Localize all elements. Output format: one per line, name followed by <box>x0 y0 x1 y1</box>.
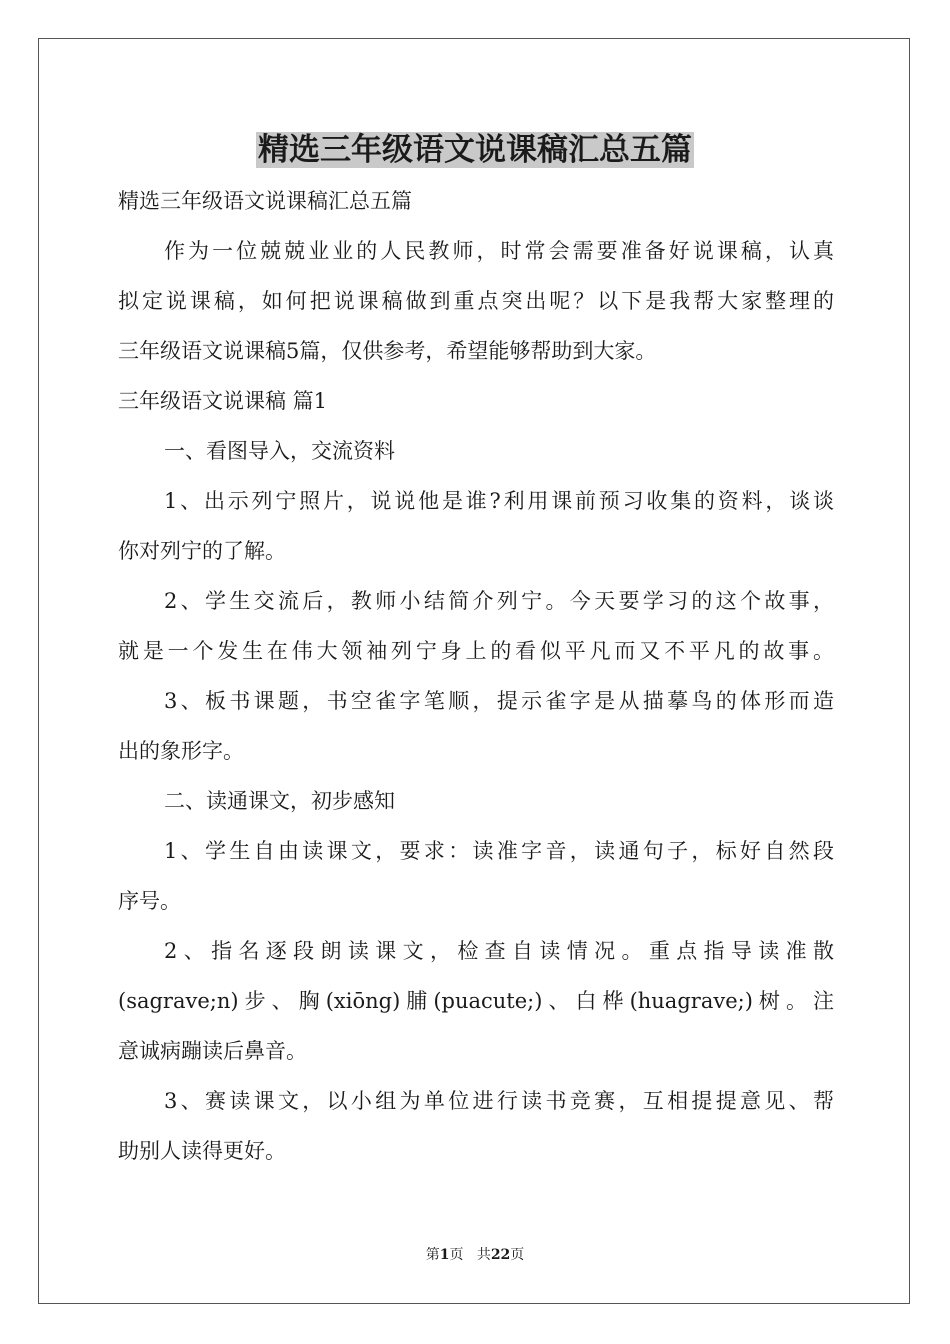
step-2-1-line-2: 序号。 <box>118 889 181 913</box>
step-2-3-line-2: 助别人读得更好。 <box>118 1139 286 1163</box>
intro-paragraph-line-2: 拟定说课稿，如何把说课稿做到重点突出呢？以下是我帮大家整理的 <box>118 289 834 313</box>
step-1-2-line-2: 就是一个发生在伟大领袖列宁身上的看似平凡而又不平凡的故事。 <box>118 639 834 663</box>
title-text: 精选三年级语文说课稿汇总五篇 <box>258 132 692 168</box>
section-heading: 三年级语文说课稿 篇1 <box>118 389 328 413</box>
total-unit: 页 <box>510 1247 525 1263</box>
step-2-2-line-1: 2、指名逐段朗读课文，检查自读情况。重点指导读准散 <box>164 939 834 963</box>
step-2-1-line-1: 1、学生自由读课文，要求：读准字音，读通句子，标好自然段 <box>164 839 834 863</box>
page-footer <box>0 1245 950 1265</box>
step-1-1-line-1: 1、出示列宁照片，说说他是谁?利用课前预习收集的资料，谈谈 <box>164 489 834 513</box>
step-1-3-line-2: 出的象形字。 <box>118 739 244 763</box>
total-label: 共 <box>476 1247 491 1263</box>
doc-subtitle: 精选三年级语文说课稿汇总五篇 <box>118 189 412 213</box>
intro-paragraph-line-1: 作为一位兢兢业业的人民教师，时常会需要准备好说课稿，认真 <box>164 239 834 263</box>
step-2-3-line-1: 3、赛读课文，以小组为单位进行读书竞赛，互相提提意见、帮 <box>164 1089 834 1113</box>
document-body <box>118 176 834 1176</box>
part-heading-1: 一、看图导入，交流资料 <box>164 439 395 463</box>
step-2-2-line-3: 意诚病蹦读后鼻音。 <box>118 1039 307 1063</box>
step-1-1-line-2: 你对列宁的了解。 <box>118 539 286 563</box>
total-pages: 22 <box>490 1247 511 1263</box>
page-number: 1 <box>439 1247 450 1263</box>
step-1-3-line-1: 3、板书课题，书空雀字笔顺，提示雀字是从描摹鸟的体形而造 <box>164 689 834 713</box>
part-heading-2: 二、读通课文，初步感知 <box>164 789 395 813</box>
step-2-2-line-2: (sagrave;n)步、胸(xiōng)脯(puacute;)、白桦(huagrave;)树。注 <box>118 989 834 1013</box>
intro-paragraph-line-3: 三年级语文说课稿5篇，仅供参考，希望能够帮助到大家。 <box>118 339 657 363</box>
page-unit: 页 <box>449 1247 464 1263</box>
step-1-2-line-1: 2、学生交流后，教师小结简介列宁。今天要学习的这个故事， <box>164 589 834 613</box>
page-label: 第 <box>425 1247 440 1263</box>
document-title <box>0 128 950 172</box>
